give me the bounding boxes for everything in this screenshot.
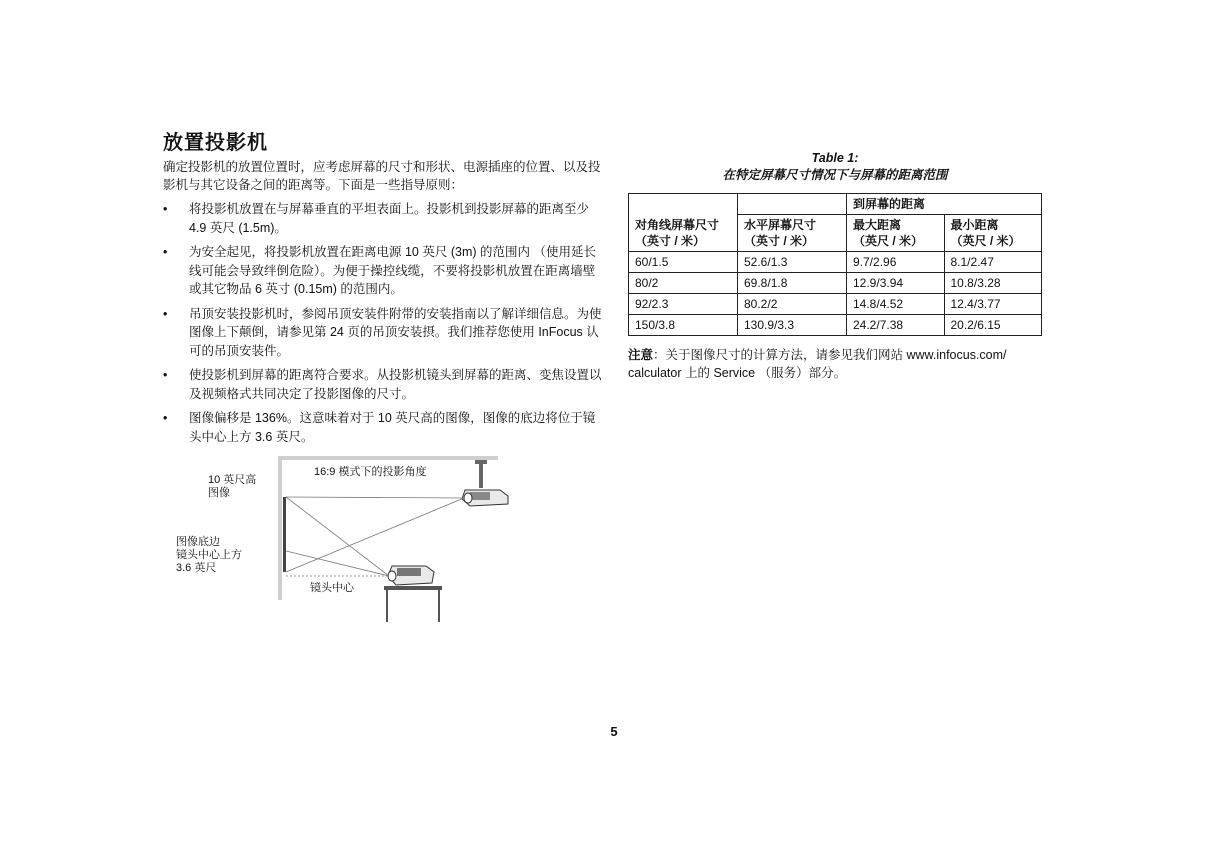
wall-shape [278, 460, 282, 600]
bullet-symbol: • [163, 245, 168, 259]
table-header-empty [738, 194, 847, 215]
table-row [629, 315, 1042, 336]
image-offset-label: 图像底边 镜头中心上方 3.6 英尺 [176, 536, 242, 574]
table-cell: 24.2/7.38 [847, 315, 945, 336]
table-cell: 60/1.5 [629, 252, 738, 273]
table-header-cell: 最大距离 （英尺 / 米） [847, 215, 945, 252]
table-projector-icon [388, 566, 434, 585]
projection-diagram [170, 452, 510, 632]
note-label: 注意 [628, 348, 654, 362]
table-cell: 69.8/1.8 [738, 273, 847, 294]
table-cell: 10.8/3.28 [944, 273, 1042, 294]
table-cell: 8.1/2.47 [944, 252, 1042, 273]
list-item [163, 409, 603, 446]
table-caption-title: 在特定屏幕尺寸情况下与屏幕的距离范围 [722, 168, 948, 182]
table-cell: 12.4/3.77 [944, 294, 1042, 315]
lens-center-label: 镜头中心 [310, 582, 354, 594]
list-item-text: 为安全起见，将投影机放置在距离电源 10 英尺 (3m) 的范围内 （使用延长线可能会导致绊倒危险）。为便于操控线缆，不要将投影机放置在距离墙壁或其它物品 6 英寸 (0.15m) 的范围内。 [189, 245, 596, 296]
list-item-text: 将投影机放置在与屏幕垂直的平坦表面上。投影机到投影屏幕的距离至少 4.9 英尺 (1.5m)。 [189, 202, 590, 235]
distance-table [628, 193, 1042, 336]
table-header-empty [629, 194, 738, 215]
intro-paragraph: 确定投影机的放置位置时，应考虑屏幕的尺寸和形状、电源插座的位置、以及投影机与其它设备之间的距离等。下面是一些指导原则： [163, 160, 601, 192]
page-title: 放置投影机 [163, 132, 268, 154]
ceiling-shape [278, 456, 498, 460]
table-cell: 92/2.3 [629, 294, 738, 315]
bullet-symbol: • [163, 411, 168, 425]
list-item-text: 使投影机到屏幕的距离符合要求。从投影机镜头到屏幕的距离、变焦设置以及视频格式共同决定了投影图像的尺寸。 [189, 368, 602, 401]
note-text: ：关于图像尺寸的计算方法，请参见我们网站 www.infocus.com/ calculator 上的 Service （服务）部分。 [628, 348, 1007, 380]
list-item [163, 305, 603, 361]
table-cell: 80.2/2 [738, 294, 847, 315]
list-item [163, 366, 603, 403]
table-cell: 130.9/3.3 [738, 315, 847, 336]
table-header-cell: 对角线屏幕尺寸 （英寸 / 米） [629, 215, 738, 252]
table-cell: 20.2/6.15 [944, 315, 1042, 336]
table-row [629, 252, 1042, 273]
bullet-symbol: • [163, 306, 168, 321]
table-header-cell: 水平屏幕尺寸 （英寸 / 米） [738, 215, 847, 252]
page-number: 5 [610, 724, 618, 739]
ceiling-projector-icon [462, 490, 508, 506]
screen-shape [283, 497, 286, 572]
table-row [629, 294, 1042, 315]
table-group-header: 到屏幕的距离 [847, 194, 1042, 215]
table-caption [628, 150, 1042, 184]
bullet-symbol: • [163, 202, 168, 216]
list-item-text: 吊顶安装投影机时，参阅吊顶安装件附带的安装指南以了解详细信息。为使图像上下颠倒，请参见第 24 页的吊顶安装摂。我们推荐您使用 InFocus 认可的吊顶安装件。 [189, 306, 602, 358]
image-height-label: 10 英尺高 图像 [208, 474, 257, 499]
table-cell: 150/3.8 [629, 315, 738, 336]
table-cell: 52.6/1.3 [738, 252, 847, 273]
list-item-text: 图像偏移是 136%。这意味着对于 10 英尺高的图像，图像的底边将位于镜头中心上方 3.6 英尺。 [189, 411, 596, 444]
table-caption-number: Table 1: [811, 151, 859, 165]
ceiling-mount-shape [479, 460, 483, 488]
projection-angle-label: 16:9 模式下的投影角度 [314, 466, 427, 478]
note-paragraph [628, 346, 1038, 382]
table-header-cell: 最小距离 （英尺 / 米） [944, 215, 1042, 252]
projection-lines [286, 497, 464, 576]
table-cell: 80/2 [629, 273, 738, 294]
list-item [163, 200, 603, 237]
list-item [163, 243, 603, 299]
table-stand-shape [384, 586, 442, 622]
guideline-list [163, 200, 603, 452]
bullet-symbol: • [163, 368, 168, 382]
table-cell: 14.8/4.52 [847, 294, 945, 315]
table-row [629, 273, 1042, 294]
table-cell: 9.7/2.96 [847, 252, 945, 273]
table-cell: 12.9/3.94 [847, 273, 945, 294]
table-body [629, 252, 1042, 336]
